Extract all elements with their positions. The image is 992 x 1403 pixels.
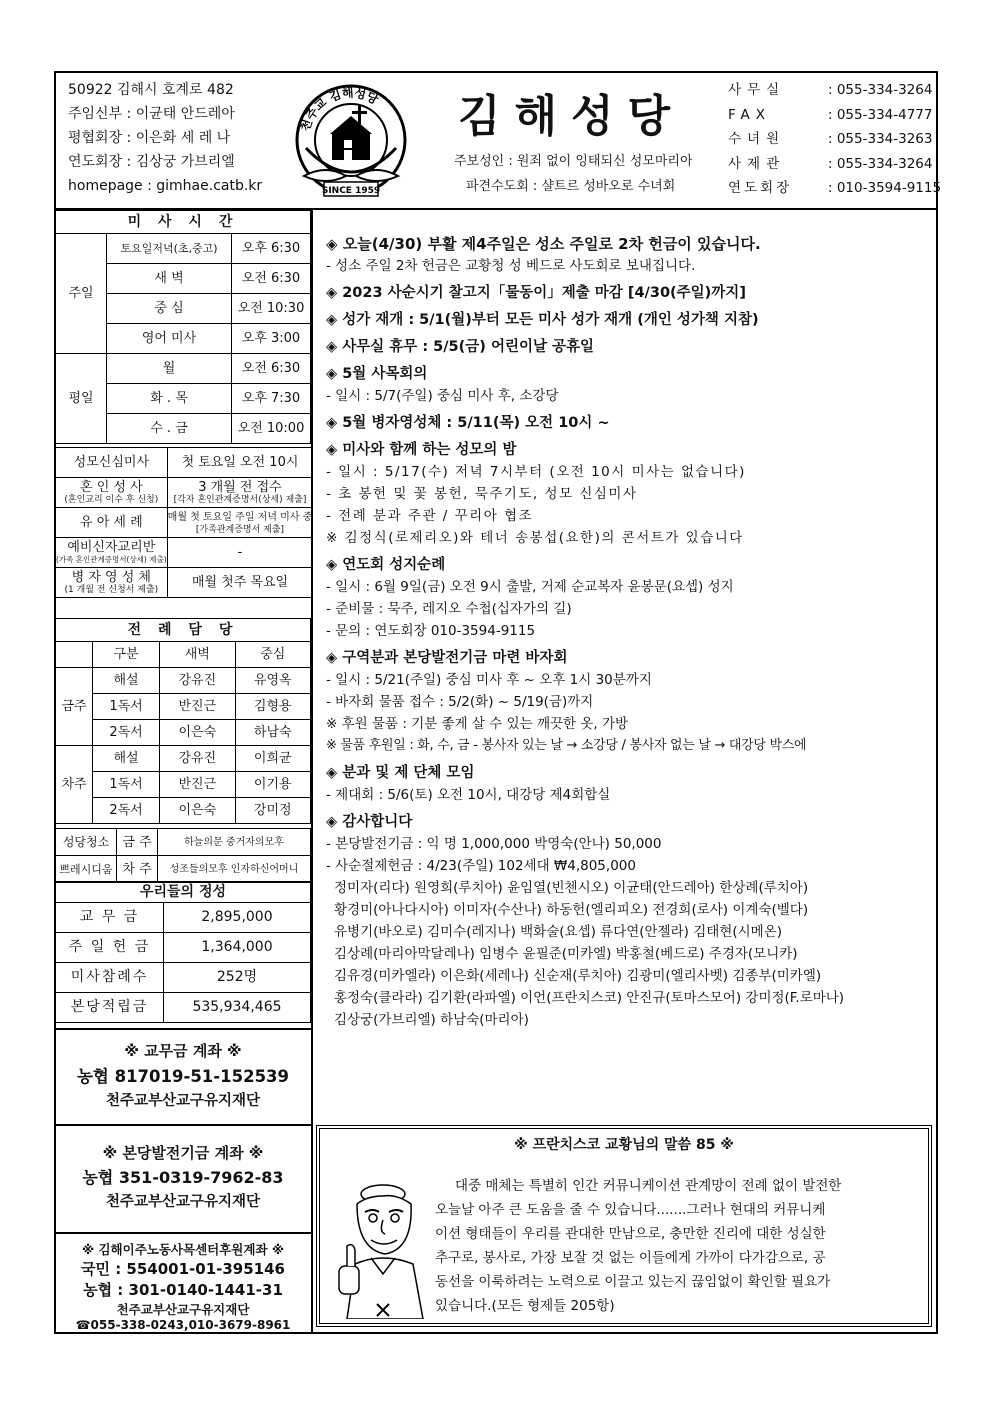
column-divider — [311, 208, 313, 1334]
donor-names: 정미자(리다) 원영희(루치아) 윤임열(빈첸시오) 이균태(안드레아) 한상례(루치아) 황경미(아나다시아) 이미자(수산나) 하동헌(엘리피오) 전경희(로사) 이계숙(벨다) 유병기(바오로) 김미수(레지나) 백화술(요셉) 류다연(안젤라) 김태현(시메온) 김상례(마리아막달레나) 임병수 윤필준(미카엘) 박홍철(베드로) 주경자(모니카) 김유경(미카엘라) 이은화(세레나) 신순재(루치아) 김광미(엘리사벳) 김종부(미카엘) 홍정숙(클라라) 김기환(라파엘) 이언(프란치스코) 안진규(토마스모어) 강미정(F.로마나) 김상궁(가브리엘) 하남숙(마리아) — [334, 880, 845, 1028]
weekday-label: 평일 — [56, 354, 107, 444]
contact-rectory: 사제관 : 055-334-3264 — [728, 155, 933, 172]
liturgy-title: 전 례 담 당 — [56, 619, 311, 642]
notice-pilgrimage: ◈ 연도회 성지순례 - 일시 : 6월 9일(금) 오전 9시 출발, 거제 순교복자 윤봉문(요셉) 성지 - 준비물 : 묵주, 레지오 수첩(십자가의 길) - 문의 : 연도회장 010-3594-9115 — [326, 557, 734, 639]
mission-order: 파견수도회 : 샬트르 성바오로 수녀회 — [466, 179, 676, 194]
pope-quote-text: 대중 매체는 특별히 인간 커뮤니케이션 관계망이 전례 없이 발전한 오늘날 아주 큰 도움을 줄 수 있습니다.......그러나 현대의 커뮤니케 이션 형태들이 우리를 관대한 만남으로, 충만한 진리에 대한 성실한 추구로, 봉사로, 가장 보잘 것 없는 이들에게 가까이 다가감으로, 공 동선을 이룩하려는 노력으로 이끌고 있는지 끊임없이 확인할 필요가 있습니다.(모든 형제들 205항) — [435, 1178, 842, 1314]
offering-table: 우리들의 정성 교 무 금 2,895,000 주 일 헌 금 1,364,000 미사참례수 252명 본당적립금 535,934,465 — [55, 881, 311, 1023]
pope-quote-box — [316, 1125, 932, 1327]
mass-schedule-table: 미 사 시 간 주일 토요일저녁(초,중고) 오후 6:30 새 벽 오전 6:30 중 심 오전 10:30 영어 미사 오후 3:00 평일 월 오전 6:30 화 . 목 오후 7:30 수 . 금 오전 10:00 — [55, 210, 311, 444]
notice-thanks: ◈ 감사합니다 - 본당발전기금 : 익 명 1,000,000 박영숙(안나) 50,000 - 사순절제헌금 : 4/23(주일) 102세대 ₩4,805,000 — [326, 814, 662, 874]
notice-list — [326, 228, 932, 1031]
account-box-3: ※ 김해이주노동사목센터후원계좌 ※ 국민 : 554001-01-395146 농협 : 301-0140-1441-31 천주교부산교구유지재단 ☎055-338-0243,010-3679-8961 — [55, 1232, 311, 1334]
header-info — [68, 78, 262, 198]
elders-president: 연도회장 : 김상궁 가브리엘 — [68, 154, 235, 170]
contact-list — [728, 78, 941, 201]
account-box-2: ※ 본당발전기금 계좌 ※ 농협 351-0319-7962-83 천주교부산교구유지재단 — [55, 1124, 311, 1216]
contact-office: 사무실 : 055-334-3264 — [728, 82, 933, 98]
patron-saint: 주보성인 : 원죄 없이 잉태되신 성모마리아 — [454, 154, 693, 169]
address: 50922 김해시 호계로 482 — [68, 82, 234, 98]
mass-title: 미 사 시 간 — [56, 211, 311, 234]
pastor: 주임신부 : 이균태 안드레아 — [68, 106, 235, 122]
notice-vocation-sunday: ◈ 오늘(4/30) 부활 제4주일은 성소 주일로 2차 헌금이 있습니다. - 성소 주일 2차 헌금은 교황청 성 베드로 사도회로 보내집니다. — [326, 235, 761, 274]
sacraments-table: 성모신심미사 첫 토요일 오전 10시 혼 인 성 사 (혼인교리 이수 후 신청) 3 개월 전 접수 [각자 혼인관계증명서(상세) 제출] 유 아 세 례 매월 첫 토요일 주일 저녁 미사 중 [가족관계증명서 제출] 예비신자교리반 (가족 혼인관계증명서(상세) 제출) - 병 자 영 성 체 (1 개월 전 신청서 제출) 매월 첫주 목요일 — [55, 447, 313, 598]
logo-since: SINCE 1959 — [321, 186, 381, 196]
contact-elders: 연도회장 : 010-3594-9115 — [728, 180, 942, 196]
notice-hymn-resume: ◈ 성가 재개 : 5/1(월)부터 모든 미사 성가 재개 (개인 성가책 지참) — [326, 312, 759, 328]
contact-convent: 수녀원 : 055-334-3263 — [728, 131, 933, 147]
contact-fax: FAX : 055-334-4777 — [728, 106, 933, 123]
logo-ring-text: 천주교 김해성당 — [297, 85, 381, 133]
parish-title: 김해성당 — [458, 91, 685, 142]
liturgy-table: 전 례 담 당 구분 새벽 중심 금주 해설 강유진 유영옥 1독서 반진근 김형용 2독서 이은숙 하남숙 차주 해설 강유진 이희균 1독서 반진근 이기용 2독서 이은숙 강미정 — [55, 618, 311, 824]
notice-lent-booklet: ◈ 2023 사순시기 찰고지「물동이」제출 마감 [4/30(주일)까지] — [326, 285, 746, 301]
cleaning-table: 성당청소 금 주 하늘의문 중거자의모후 쁘레시디움 차 주 성조들의모후 인자하신어머니 — [55, 828, 311, 883]
account-box-1: ※ 교무금 계좌 ※ 농협 817019-51-152539 천주교부산교구유지재단 — [55, 1028, 311, 1118]
parish-logo — [286, 78, 416, 200]
offering-title: 우리들의 정성 — [56, 882, 311, 903]
notice-pastoral-meeting: ◈ 5월 사목회의 - 일시 : 5/7(주일) 중심 미사 후, 소강당 — [326, 366, 559, 404]
notice-sick-communion: ◈ 5월 병자영성체 : 5/11(목) 오전 10시 ~ — [326, 415, 610, 431]
council-president: 평협회장 : 이은화 세 레 나 — [68, 130, 231, 146]
pope-quote-title: ※ 프란치스코 교황님의 말씀 85 ※ — [514, 1137, 734, 1153]
notice-office-closed: ◈ 사무실 휴무 : 5/5(금) 어린이날 공휴일 — [326, 339, 595, 355]
notice-bazaar: ◈ 구역분과 본당발전기금 마련 바자회 - 일시 : 5/21(주일) 중심 미사 후 ~ 오후 1시 30분까지 - 바자회 물품 접수 : 5/2(화) ~ 5/19(금)까지 ※ 후원 물품 : 기분 좋게 살 수 있는 깨끗한 옷, 가방 ※ 물품 후원일 : 화, 수, 금 - 봉사자 있는 날 → 소강당 / 봉사자 없는 날 → 대강당 박스에 — [326, 650, 807, 753]
homepage: homepage : gimhae.catb.kr — [68, 178, 263, 194]
notice-group-meetings: ◈ 분과 및 제 단체 모임 - 제대회 : 5/6(토) 오전 10시, 대강당 제4회합실 — [326, 765, 611, 803]
pope-cartoon-icon — [327, 1154, 433, 1319]
sunday-label: 주일 — [56, 234, 107, 354]
notice-marian-night: ◈ 미사와 함께 하는 성모의 밤 - 일시 : 5/17(수) 저녁 7시부터 (오전 10시 미사는 없습니다) - 초 봉헌 및 꽃 봉헌, 묵주기도, 성모 신심미사 - 전례 분과 주관 / 꾸리아 협조 ※ 김정식(로제리오)와 테너 송봉섭(요한)의 콘서트가 있습니다 — [326, 442, 746, 546]
